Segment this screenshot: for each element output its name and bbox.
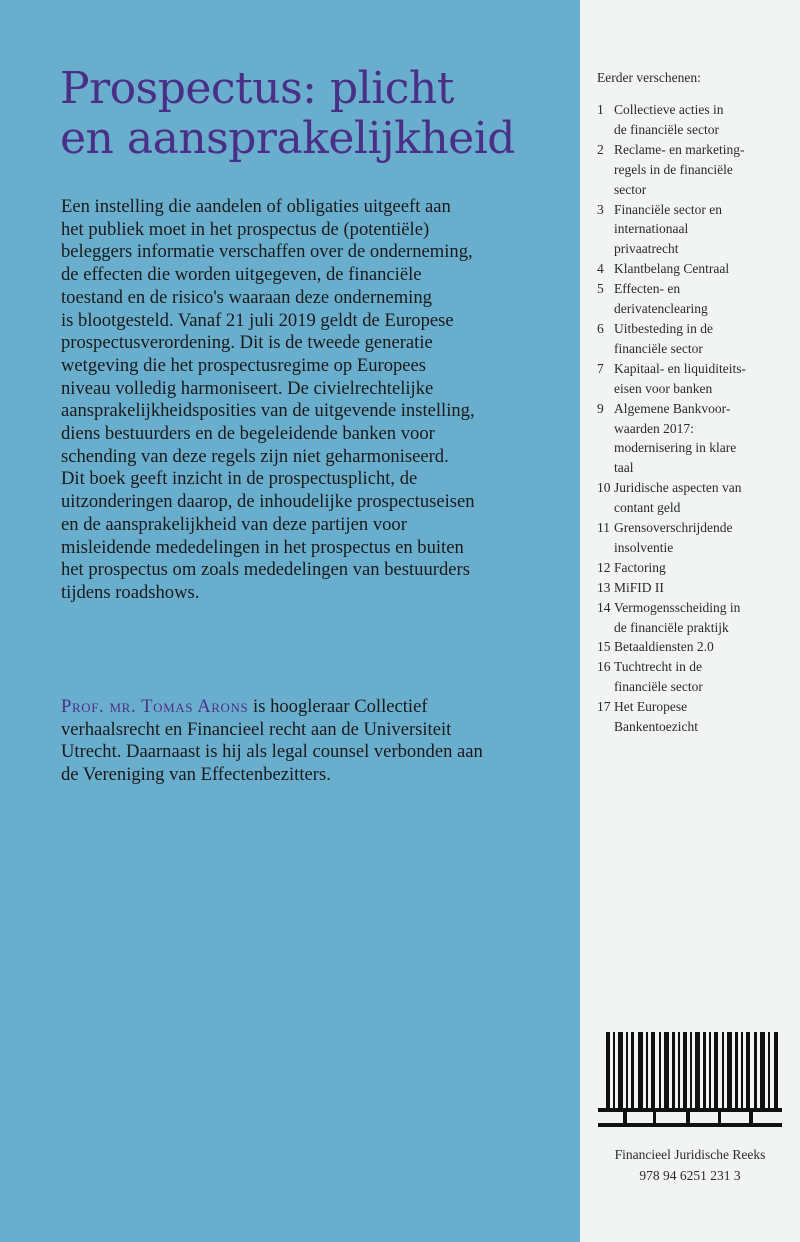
title-line-2: en aansprakelijkheid: [60, 113, 515, 164]
series-item-title: [614, 140, 787, 200]
series-item-title-line: Grensoverschrijdende: [614, 520, 733, 536]
author-bio-line-3: Utrecht. Daarnaast is hij als legal counsel verbonden aan: [61, 741, 483, 763]
series-item-title-line: Het Europese: [614, 699, 688, 715]
series-item-title-line: Juridische aspecten van: [614, 480, 742, 496]
series-item-title-line: eisen voor banken: [614, 380, 713, 396]
description-line: diens bestuurders en de begeleidende banken voor: [61, 423, 435, 445]
description-line: schending van deze regels zijn niet geharmoniseerd.: [61, 445, 449, 467]
description-line: uitzonderingen daarop, de inhoudelijke prospectuseisen: [61, 491, 475, 513]
author-name: Prof. mr. Tomas Arons: [61, 696, 249, 717]
description-line: niveau volledig harmoniseert. De civielrechtelijke: [61, 377, 434, 399]
series-item-title-line: Klantbelang Centraal: [614, 261, 730, 277]
series-item-title: [614, 259, 787, 279]
series-item: [597, 558, 787, 578]
description-line: is blootgesteld. Vanaf 21 juli 2019 geldt de Europese: [61, 309, 454, 331]
series-item-title: [614, 279, 787, 319]
series-item-number: 6: [597, 320, 604, 336]
description-line: prospectusverordening. Dit is de tweede generatie: [61, 332, 433, 354]
series-item-number: 11: [597, 520, 610, 536]
description-line: wetgeving die het prospectusregime op Europees: [61, 354, 427, 376]
series-item: [597, 697, 787, 737]
series-item-number: 12: [597, 559, 611, 575]
series-item-title-line: Tuchtrecht in de: [614, 659, 702, 675]
series-item-title-line: Betaaldiensten 2.0: [614, 639, 714, 655]
series-item-title-line: Collectieve acties in: [614, 102, 724, 117]
barcode: [598, 1028, 782, 1138]
series-item-title-line: financiële sector: [614, 679, 703, 695]
isbn: 978 94 6251 231 3: [639, 1168, 741, 1183]
series-item: [597, 399, 787, 479]
series-item-title: [614, 359, 787, 399]
series-item-title-line: contant geld: [614, 500, 681, 516]
series-item-title-line: Financiële sector en: [614, 201, 722, 217]
series-item-title-line: Algemene Bankvoor-: [614, 400, 731, 416]
author-bio-line-4: de Vereniging van Effectenbezitters.: [61, 764, 331, 786]
series-item-title-line: taal: [614, 460, 634, 476]
series-item-number: 17: [597, 699, 611, 715]
series-item-title-line: de financiële praktijk: [614, 619, 729, 635]
series-item: [597, 100, 787, 140]
description-line: aansprakelijkheidsposities van de uitgevende instelling,: [61, 400, 475, 422]
series-item: [597, 319, 787, 359]
series-item-title-line: Reclame- en marketing-: [614, 141, 745, 157]
series-item: [597, 200, 787, 260]
description-line: de effecten die worden uitgegeven, de financiële: [61, 264, 422, 286]
series-heading: Eerder verschenen:: [597, 70, 701, 85]
series-item-title: [614, 478, 787, 518]
series-item: [597, 657, 787, 697]
series-item: [597, 598, 787, 638]
description-line: misleidende mededelingen in het prospectus en buiten: [61, 536, 464, 558]
series-item-title-line: waarden 2017:: [614, 420, 694, 436]
description-line: tijdens roadshows.: [61, 581, 200, 603]
series-item-title-line: de financiële sector: [614, 121, 719, 137]
series-item-title: [614, 100, 787, 140]
series-name: Financieel Juridische Reeks: [614, 1147, 766, 1162]
series-item-title-line: MiFID II: [614, 579, 664, 595]
series-item-number: 16: [597, 659, 611, 675]
series-item-title-line: privaatrecht: [614, 241, 679, 257]
description-line: en de aansprakelijkheid van deze partijen voor: [61, 513, 407, 535]
series-item-title-line: financiële sector: [614, 340, 703, 356]
series-item-title: [614, 319, 787, 359]
series-item-title: [614, 598, 787, 638]
series-item-number: 9: [597, 400, 604, 416]
series-item-number: 10: [597, 480, 611, 496]
series-item-title-line: modernisering in klare: [614, 440, 737, 456]
series-item-title-line: Uitbesteding in de: [614, 320, 713, 336]
series-item-number: 5: [597, 281, 604, 297]
series-item-title-line: insolventie: [614, 539, 674, 555]
series-item-title-line: derivatenclearing: [614, 301, 708, 317]
series-item-title-line: Vermogensscheiding in: [614, 599, 741, 615]
description-line: het publiek moet in het prospectus de (potentiële): [61, 218, 430, 240]
series-item-title-line: Factoring: [614, 559, 666, 575]
description-line: Dit boek geeft inzicht in de prospectusplicht, de: [61, 468, 418, 490]
series-item-title: [614, 200, 787, 260]
series-item: [597, 259, 787, 279]
series-item-number: 3: [597, 201, 604, 217]
title-line-1: Prospectus: plicht: [60, 63, 454, 114]
series-list: [597, 100, 787, 737]
series-item-title-line: Effecten- en: [614, 281, 681, 297]
series-item-title-line: Bankentoezicht: [614, 719, 698, 735]
series-item-number: 13: [597, 579, 611, 595]
series-item-title: [614, 399, 787, 479]
series-item-title: [614, 558, 787, 578]
author-bio-line-2: verhaalsrecht en Financieel recht aan de Universiteit: [61, 718, 452, 740]
description-line: beleggers informatie verschaffen over de onderneming,: [61, 241, 473, 263]
author-bio-line-1: is hoogleraar Collectief: [248, 696, 428, 717]
description-line: Een instelling die aandelen of obligaties uitgeeft aan: [61, 196, 451, 217]
description-line: het prospectus om zoals mededelingen van bestuurders: [61, 559, 470, 581]
series-item: [597, 518, 787, 558]
series-item: [597, 578, 787, 598]
author-bio: [61, 696, 531, 787]
series-item-title-line: regels in de financiële: [614, 161, 733, 177]
series-item-title-line: sector: [614, 181, 647, 197]
series-item-number: 4: [597, 261, 604, 277]
series-item-number: 1: [597, 102, 604, 117]
series-item: [597, 359, 787, 399]
series-item: [597, 478, 787, 518]
book-description: [61, 196, 531, 605]
series-item-title: [614, 697, 787, 737]
series-item-number: 14: [597, 599, 611, 615]
series-item-title-line: internationaal: [614, 221, 689, 237]
description-line: toestand en de risico's waaraan deze onderneming: [61, 286, 432, 308]
series-item-title: [614, 657, 787, 697]
series-item: [597, 140, 787, 200]
series-item-number: 7: [597, 360, 604, 376]
series-item-title: [614, 518, 787, 558]
series-item-number: 15: [597, 639, 611, 655]
series-item-number: 2: [597, 141, 604, 157]
series-item-title: [614, 578, 787, 598]
series-item-title-line: Kapitaal- en liquiditeits-: [614, 360, 746, 376]
series-item-title: [614, 637, 787, 657]
book-title: [60, 64, 560, 164]
series-item: [597, 637, 787, 657]
series-item: [597, 279, 787, 319]
